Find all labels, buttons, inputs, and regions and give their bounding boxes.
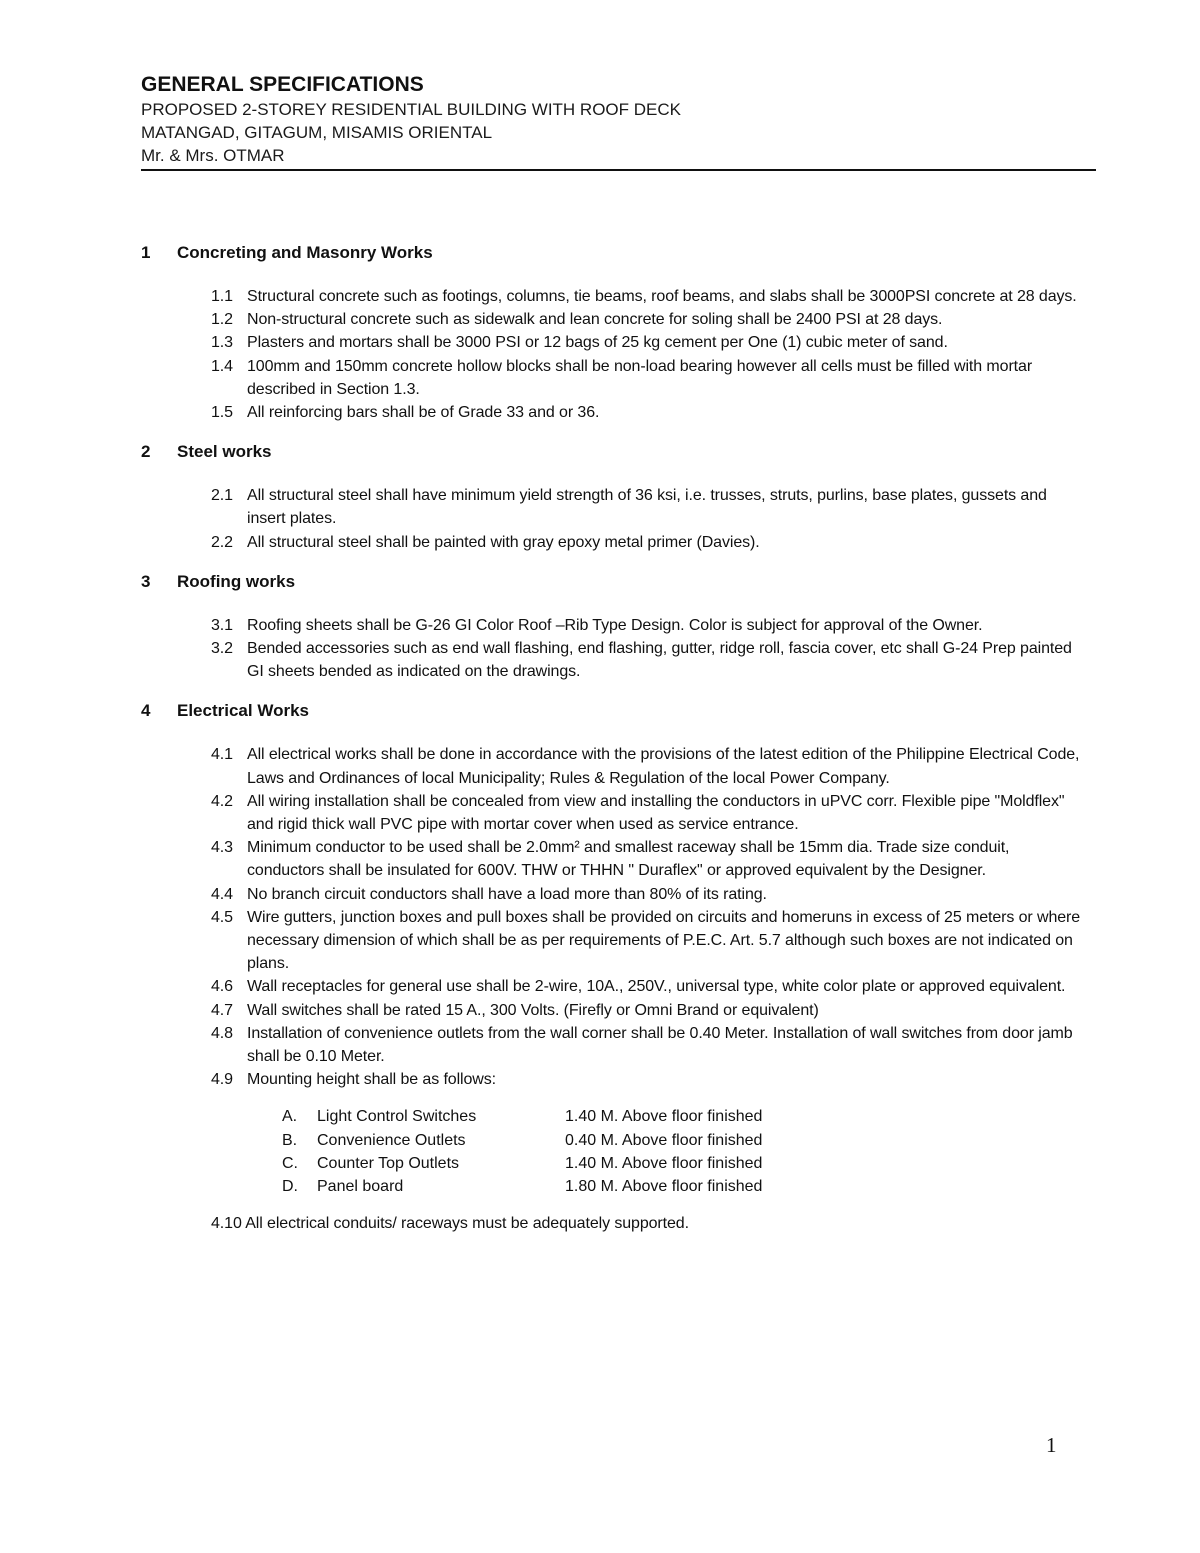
section-title: Concreting and Masonry Works [177, 243, 433, 262]
spec-item [141, 637, 1081, 683]
item-text: All structural steel shall have minimum yield strength of 36 ksi, i.e. trusses, struts, purlins, base plates, gussets and insert plates. [247, 487, 1047, 528]
spec-item [141, 975, 1081, 998]
item-number: 1.4 [211, 357, 233, 375]
item-number: 4.7 [211, 1001, 233, 1019]
project-location: MATANGAD, GITAGUM, MISAMIS ORIENTAL [141, 123, 493, 142]
item-number: 4.6 [211, 978, 233, 996]
item-text: All wiring installation shall be concealed from view and installing the conductors in uPVC corr. Flexible pipe "Moldflex" and rigid thick wall PVC pipe with mortar cover when used as service entrance. [247, 792, 1065, 834]
item-text: Wall receptacles for general use shall be 2-wire, 10A., 250V., universal type, white color plate or approved equivalent. [247, 978, 1066, 996]
item-text: 100mm and 150mm concrete hollow blocks shall be non-load bearing however all cells must be filled with mortar described in Section 1.3. [247, 357, 1033, 398]
item-number: 4.8 [211, 1024, 233, 1042]
project-owner: Mr. & Mrs. OTMAR [141, 146, 285, 165]
section-heading [141, 699, 1081, 722]
item-text: Structural concrete such as footings, columns, tie beams, roof beams, and slabs shall be 3000PSI concrete at 28 days. [247, 288, 1077, 305]
section-roofing-works [141, 570, 1081, 684]
item-number: 1.5 [211, 404, 233, 422]
item-number: 4.2 [211, 792, 233, 810]
spec-item [141, 743, 1081, 789]
mounting-letter: B. [282, 1131, 298, 1149]
item-text: No branch circuit conductors shall have a load more than 80% of its rating. [247, 885, 767, 903]
project-name: PROPOSED 2-STOREY RESIDENTIAL BUILDING WITH ROOF DECK [141, 100, 681, 119]
spec-item [141, 1212, 1081, 1235]
section-title: Roofing works [177, 571, 296, 591]
document-title: GENERAL SPECIFICATIONS [141, 73, 424, 96]
section-electrical-works [141, 699, 1081, 1235]
page-number: 1 [1046, 1433, 1057, 1457]
section-heading [141, 241, 1081, 264]
section-steel-works [141, 440, 1081, 554]
mounting-row [282, 1129, 1081, 1152]
spec-item [141, 836, 1081, 882]
section-number: 1 [141, 243, 151, 262]
spec-item-list [141, 614, 1081, 684]
mounting-label: Panel board [317, 1178, 404, 1196]
mounting-letter: C. [282, 1154, 298, 1172]
section-number: 4 [141, 701, 151, 721]
item-number: 3.2 [211, 640, 233, 658]
spec-item [141, 1068, 1081, 1091]
item-number: 4.3 [211, 839, 233, 857]
item-text: Bended accessories such as end wall flashing, end flashing, gutter, ridge roll, fascia cover, etc shall G-24 Prep painted GI sheets bended as indicated on the drawings. [247, 640, 1072, 681]
section-heading [141, 440, 1081, 463]
section-title: Steel works [177, 442, 272, 462]
document-header [141, 72, 1096, 171]
item-number: 4.4 [211, 885, 233, 903]
spec-item [141, 1022, 1081, 1068]
item-text: Wall switches shall be rated 15 A., 300 Volts. (Firefly or Omni Brand or equivalent) [247, 1001, 819, 1019]
spec-item [141, 308, 1081, 331]
item-number: 4.5 [211, 908, 233, 926]
item-number: 3.1 [211, 616, 233, 634]
item-number: 1.3 [211, 334, 233, 352]
spec-item [141, 484, 1081, 530]
spec-item-list [141, 743, 1081, 1091]
item-text: All electrical conduits/ raceways must be adequately supported. [245, 1215, 689, 1233]
item-text: Non-structural concrete such as sidewalk and lean concrete for soling shall be 2400 PSI at 28 days. [247, 311, 943, 329]
mounting-label: Convenience Outlets [317, 1131, 466, 1149]
section-number: 3 [141, 571, 151, 591]
spec-item [141, 331, 1081, 354]
section-concreting-masonry [141, 241, 1081, 424]
mounting-label: Light Control Switches [317, 1108, 477, 1126]
mounting-row [282, 1152, 1081, 1175]
item-text: Mounting height shall be as follows: [247, 1071, 496, 1089]
item-number: 2.2 [211, 533, 233, 551]
spec-item [141, 401, 1081, 424]
mounting-value: 1.80 M. Above floor finished [565, 1178, 763, 1196]
item-text: Minimum conductor to be used shall be 2.0mm² and smallest raceway shall be 15mm dia. Trade size conduit, conductors shall be insulated for 600V. THW or THHN " Duraflex" or approved equivalent by the Designer. [247, 839, 1010, 880]
spec-item [141, 999, 1081, 1022]
mounting-row [282, 1175, 1081, 1198]
specification-body [141, 241, 1081, 1252]
mounting-value: 1.40 M. Above floor finished [565, 1154, 763, 1172]
spec-item-list [141, 1212, 1081, 1235]
item-number: 4.10 [211, 1215, 242, 1233]
spec-item [141, 285, 1081, 308]
mounting-value: 0.40 M. Above floor finished [565, 1131, 763, 1149]
mounting-letter: A. [282, 1108, 298, 1126]
item-number: 4.9 [211, 1071, 233, 1089]
mounting-value: 1.40 M. Above floor finished [565, 1108, 763, 1126]
spec-item [141, 531, 1081, 554]
item-text: Installation of convenience outlets from the wall corner shall be 0.40 Meter. Installation of wall switches from door jamb shall be 0.10 Meter. [247, 1024, 1073, 1066]
spec-item [141, 906, 1081, 976]
spec-item-list [141, 285, 1081, 424]
item-text: Roofing sheets shall be G-26 GI Color Roof –Rib Type Design. Color is subject for approval of the Owner. [247, 616, 983, 634]
item-text: All reinforcing bars shall be of Grade 33 and or 36. [247, 404, 600, 422]
spec-item [141, 614, 1081, 637]
section-title: Electrical Works [177, 701, 309, 721]
item-text: All electrical works shall be done in accordance with the provisions of the latest edition of the Philippine Electrical Code, Laws and Ordinances of local Municipality; Rules & Regulation of the local Power Company. [247, 746, 1080, 787]
item-text: Plasters and mortars shall be 3000 PSI or 12 bags of 25 kg cement per One (1) cubic meter of sand. [247, 334, 948, 352]
mounting-letter: D. [282, 1178, 298, 1196]
section-heading [141, 570, 1081, 593]
mounting-row [282, 1105, 1081, 1128]
item-number: 4.1 [211, 746, 233, 764]
item-text: All structural steel shall be painted with gray epoxy metal primer (Davies). [247, 533, 760, 551]
spec-item-list [141, 484, 1081, 554]
item-number: 1.2 [211, 311, 233, 329]
spec-item [141, 790, 1081, 836]
mounting-height-table [141, 1105, 1081, 1198]
section-number: 2 [141, 442, 151, 462]
item-text: Wire gutters, junction boxes and pull boxes shall be provided on circuits and homeruns in excess of 25 meters or where necessary dimension of which shall be as per requirements of P.E.C. Art. 5.7 although such boxes are not indicated on plans. [247, 908, 1081, 973]
spec-item [141, 355, 1081, 401]
item-number: 1.1 [211, 288, 233, 305]
mounting-label: Counter Top Outlets [317, 1154, 460, 1172]
spec-item [141, 883, 1081, 906]
item-number: 2.1 [211, 487, 233, 505]
